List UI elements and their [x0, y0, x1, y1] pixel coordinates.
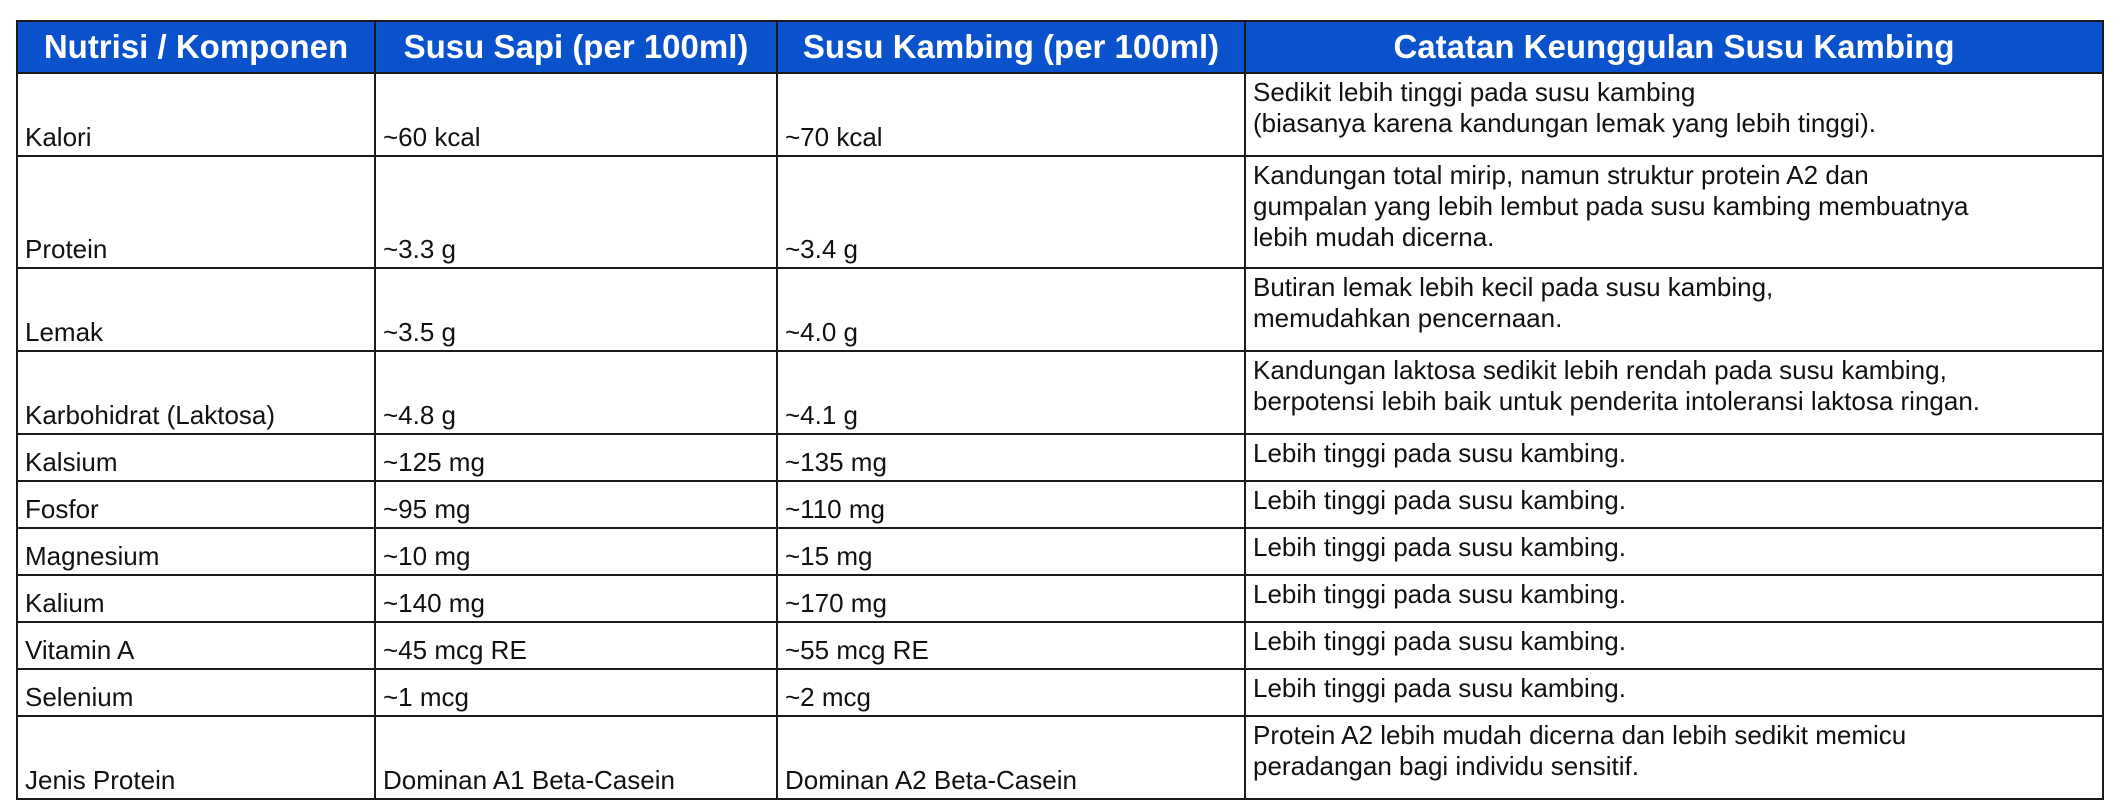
table-row — [17, 434, 2103, 481]
table-row — [17, 716, 2103, 799]
note-line: berpotensi lebih baik untuk penderita intoleransi laktosa ringan. — [1253, 386, 1981, 416]
note-line: Lebih tinggi pada susu kambing. — [1253, 438, 1626, 468]
note-line: Lebih tinggi pada susu kambing. — [1253, 579, 1626, 609]
cell-nutrient: Vitamin A — [17, 622, 375, 669]
cell-nutrient: Kalori — [17, 73, 375, 156]
table-header-row — [17, 21, 2103, 73]
cell-note — [1245, 622, 2103, 669]
cell-nutrient: Magnesium — [17, 528, 375, 575]
table-row — [17, 575, 2103, 622]
cell-goat-value: ~55 mcg RE — [777, 622, 1245, 669]
note-line: Lebih tinggi pada susu kambing. — [1253, 532, 1626, 562]
cell-cow-value: ~95 mg — [375, 481, 777, 528]
header-cow-milk: Susu Sapi (per 100ml) — [375, 21, 777, 73]
cell-goat-value: ~110 mg — [777, 481, 1245, 528]
cell-note — [1245, 481, 2103, 528]
note-line: Kandungan total mirip, namun struktur protein A2 dan — [1253, 160, 1869, 190]
cell-cow-value: ~140 mg — [375, 575, 777, 622]
cell-note — [1245, 268, 2103, 351]
cell-cow-value: ~4.8 g — [375, 351, 777, 434]
note-line: memudahkan pencernaan. — [1253, 303, 1563, 333]
cell-nutrient: Lemak — [17, 268, 375, 351]
table-row — [17, 73, 2103, 156]
cell-goat-value: Dominan A2 Beta-Casein — [777, 716, 1245, 799]
cell-note — [1245, 528, 2103, 575]
table-row — [17, 156, 2103, 268]
note-line: Lebih tinggi pada susu kambing. — [1253, 673, 1626, 703]
cell-cow-value: ~10 mg — [375, 528, 777, 575]
cell-cow-value: ~125 mg — [375, 434, 777, 481]
cell-note — [1245, 716, 2103, 799]
cell-nutrient: Protein — [17, 156, 375, 268]
header-notes: Catatan Keunggulan Susu Kambing — [1245, 21, 2103, 73]
note-line: Kandungan laktosa sedikit lebih rendah pada susu kambing, — [1253, 355, 1947, 385]
cell-nutrient: Jenis Protein — [17, 716, 375, 799]
cell-note — [1245, 156, 2103, 268]
table-row — [17, 351, 2103, 434]
cell-goat-value: ~2 mcg — [777, 669, 1245, 716]
cell-goat-value: ~135 mg — [777, 434, 1245, 481]
header-nutrient: Nutrisi / Komponen — [17, 21, 375, 73]
table-row — [17, 481, 2103, 528]
cell-nutrient: Selenium — [17, 669, 375, 716]
note-line: (biasanya karena kandungan lemak yang lebih tinggi). — [1253, 108, 1876, 138]
table-row — [17, 528, 2103, 575]
note-line: gumpalan yang lebih lembut pada susu kambing membuatnya — [1253, 191, 1969, 221]
table-row — [17, 622, 2103, 669]
note-line: Sedikit lebih tinggi pada susu kambing — [1253, 77, 1696, 107]
cell-cow-value: ~1 mcg — [375, 669, 777, 716]
cell-nutrient: Karbohidrat (Laktosa) — [17, 351, 375, 434]
cell-note — [1245, 669, 2103, 716]
cell-goat-value: ~4.1 g — [777, 351, 1245, 434]
cell-goat-value: ~70 kcal — [777, 73, 1245, 156]
cell-note — [1245, 351, 2103, 434]
cell-nutrient: Kalium — [17, 575, 375, 622]
cell-note — [1245, 434, 2103, 481]
cell-nutrient: Fosfor — [17, 481, 375, 528]
note-line: Lebih tinggi pada susu kambing. — [1253, 485, 1626, 515]
cell-nutrient: Kalsium — [17, 434, 375, 481]
comparison-table-container — [16, 20, 2102, 800]
table-row — [17, 669, 2103, 716]
cell-cow-value: ~45 mcg RE — [375, 622, 777, 669]
cell-cow-value: ~60 kcal — [375, 73, 777, 156]
cell-cow-value: ~3.3 g — [375, 156, 777, 268]
cell-note — [1245, 575, 2103, 622]
note-line: peradangan bagi individu sensitif. — [1253, 751, 1639, 781]
cell-goat-value: ~3.4 g — [777, 156, 1245, 268]
note-line: Lebih tinggi pada susu kambing. — [1253, 626, 1626, 656]
cell-note — [1245, 73, 2103, 156]
note-line: Butiran lemak lebih kecil pada susu kambing, — [1253, 272, 1774, 302]
table-row — [17, 268, 2103, 351]
cell-goat-value: ~4.0 g — [777, 268, 1245, 351]
cell-goat-value: ~15 mg — [777, 528, 1245, 575]
cell-cow-value: Dominan A1 Beta-Casein — [375, 716, 777, 799]
milk-comparison-table — [16, 20, 2104, 800]
header-goat-milk: Susu Kambing (per 100ml) — [777, 21, 1245, 73]
cell-cow-value: ~3.5 g — [375, 268, 777, 351]
cell-goat-value: ~170 mg — [777, 575, 1245, 622]
note-line: Protein A2 lebih mudah dicerna dan lebih sedikit memicu — [1253, 720, 1907, 750]
note-line: lebih mudah dicerna. — [1253, 222, 1495, 252]
